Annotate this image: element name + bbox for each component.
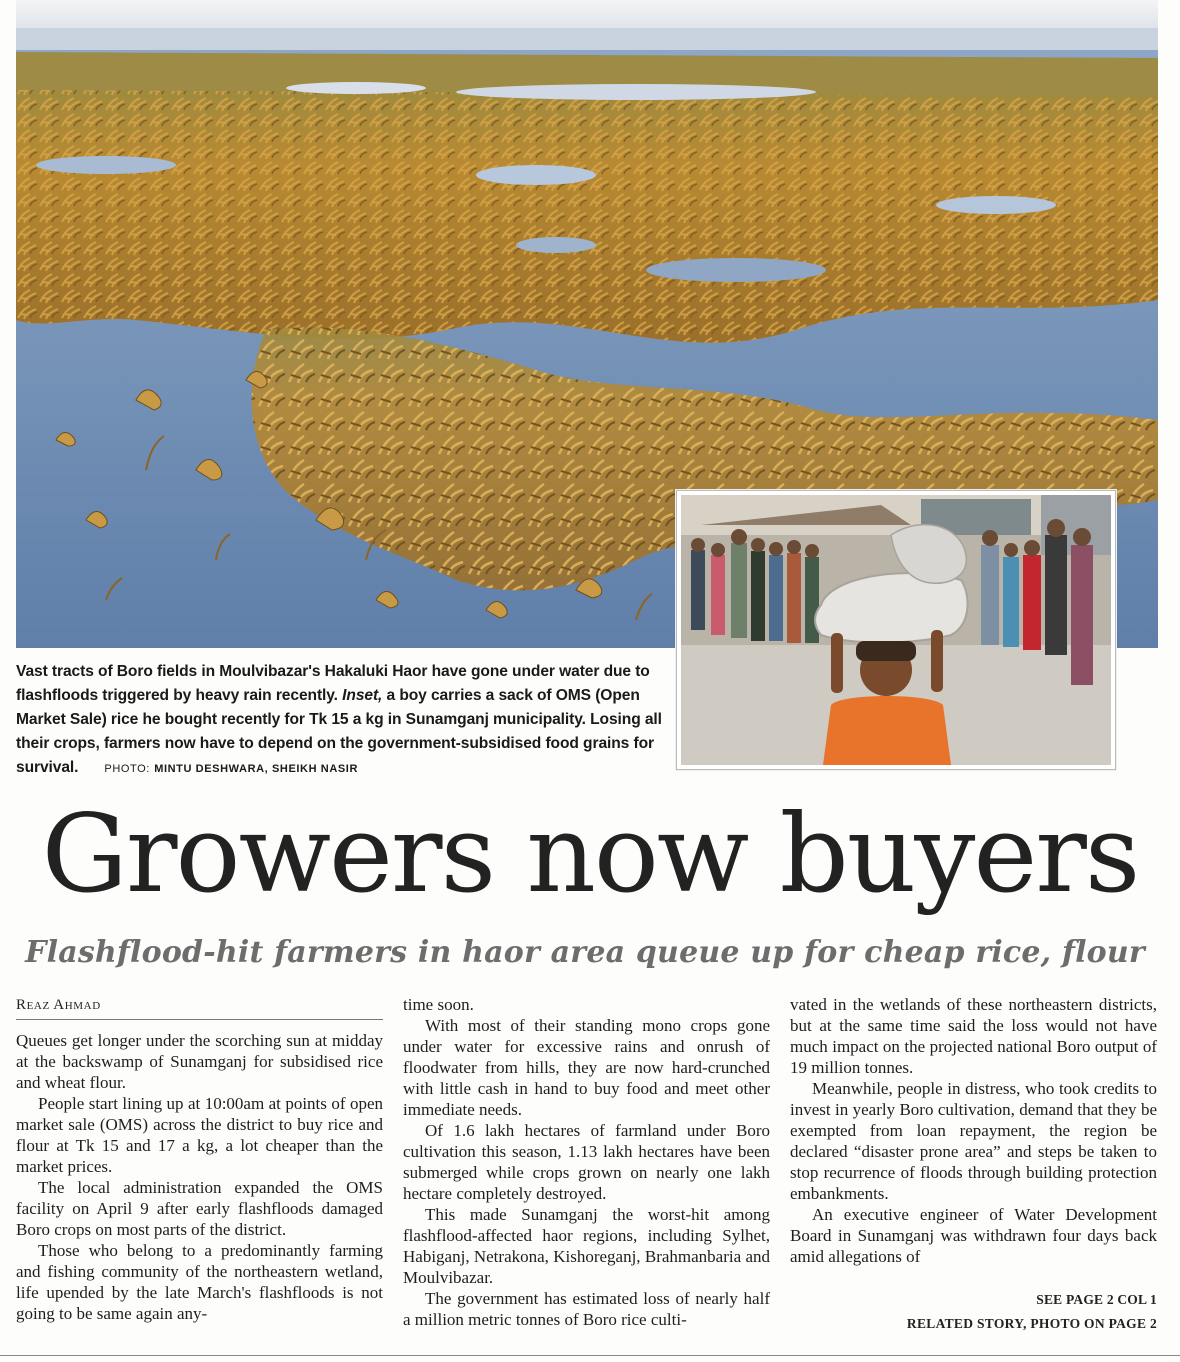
paragraph: Of 1.6 lakh hectares of farmland under Boro cultivation this season, 1.13 lakh hectares have been submerged while crops grown on nearly one lakh hectare completely destroyed. <box>403 1121 770 1203</box>
byline: Reaz Ahmad <box>16 994 383 1020</box>
article-column-3 <box>790 994 1157 1267</box>
paragraph: This made Sunamganj the worst-hit among flashflood-affected haor regions, including Sylhet, Habiganj, Netrakona, Kishoreganj, Brahmanbaria and Moulvibazar. <box>403 1205 770 1287</box>
photo-credit-names: MINTU DESHWARA, SHEIKH NASIR <box>154 763 359 775</box>
paragraph: Queues get longer under the scorching sun at midday at the backswamp of Sunamganj for subsidised rice and wheat flour. <box>16 1031 383 1092</box>
bottom-divider <box>0 1355 1180 1356</box>
paragraph: An executive engineer of Water Development Board in Sunamganj was withdrawn four days back amid allegations of <box>790 1205 1157 1266</box>
headline: Growers now buyers <box>41 792 1139 917</box>
caption-text-continued: a boy carries a sack of OMS (Open Market Sale) rice he bought recently for Tk 15 a kg in Sunamganj municipality. Losing all their crops, farmers now have to depend on the government-subsidised food grains for survival. <box>16 687 662 776</box>
related-story-link[interactable]: RELATED STORY, PHOTO ON PAGE 2 <box>906 1316 1157 1331</box>
caption-inset-word: Inset, <box>342 687 383 704</box>
paragraph: vated in the wetlands of these northeastern districts, but at the same time said the loss would not have much impact on the projected national Boro output of 19 million tonnes. <box>790 995 1157 1077</box>
paragraph: People start lining up at 10:00am at points of open market sale (OMS) across the district to buy rice and flour at Tk 15 and 17 a kg, a lot cheaper than the market prices. <box>16 1094 383 1176</box>
inset-photo <box>676 490 1116 770</box>
article-column-2 <box>403 994 770 1330</box>
paragraph: time soon. <box>403 995 474 1014</box>
continued-on-page-link[interactable]: SEE PAGE 2 COL 1 <box>1036 1292 1157 1307</box>
photo-caption <box>16 660 666 781</box>
paragraph: The government has estimated loss of nearly half a million metric tonnes of Boro rice culti- <box>403 1289 770 1329</box>
boy-carrying-rice-image <box>681 495 1111 765</box>
subheadline: Flashflood-hit farmers in haor area queue up for cheap rice, flour <box>25 935 1145 970</box>
paragraph: Those who belong to a predominantly farming and fishing community of the northeastern wetland, life upended by the late March's flashfloods is not going to be same again any- <box>16 1241 383 1323</box>
paragraph: Meanwhile, people in distress, who took credits to invest in yearly Boro cultivation, demand that they be exempted from loan repayment, the region be declared “disaster prone area” and steps be taken to stop recurrence of floods through building protection embankments. <box>790 1079 1157 1203</box>
caption-text: Vast tracts of Boro fields in Moulvibazar's Hakaluki Haor have gone under water due to flashfloods triggered by heavy rain recently. <box>16 663 650 704</box>
article-column-1 <box>16 994 383 1324</box>
paragraph: The local administration expanded the OMS facility on April 9 after early flashfloods damaged Boro crops on most parts of the district. <box>16 1178 383 1239</box>
paragraph: With most of their standing mono crops gone under water for excessive rains and onrush of floodwater from hills, they are now hard-crunched with little cash in hand to buy food and meet other immediate needs. <box>403 1016 770 1119</box>
photo-credit-label: PHOTO: <box>104 763 150 775</box>
